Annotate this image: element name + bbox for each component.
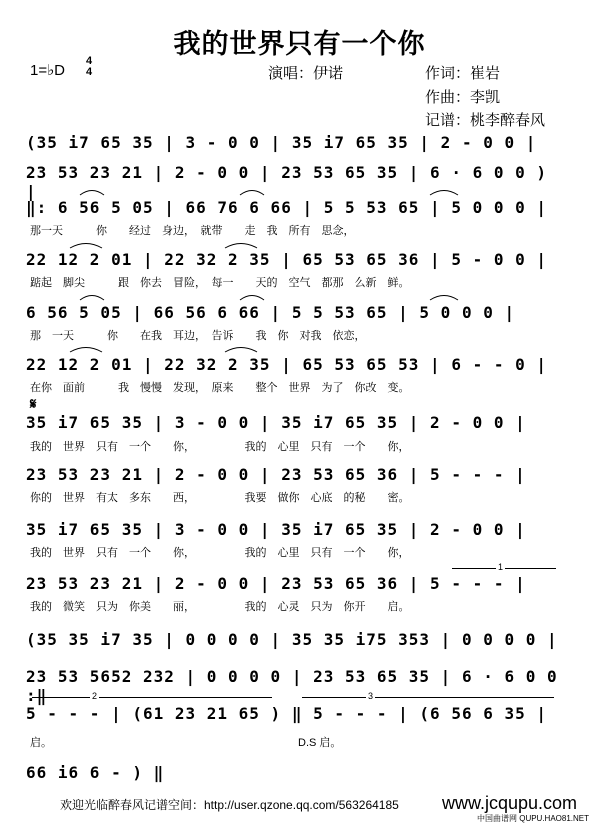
lyric-line-1: 那一天 你 经过 身边， 就带 走 我 所有 思念， xyxy=(30,225,355,237)
notation-line-5: 6 56 5 05 | 66 56 6 66 | 5 5 53 65 | 5 0 0 0 | xyxy=(26,303,516,322)
notation-line-12: 23 53 5652 232 | 0 0 0 0 | 23 53 65 35 | 6 · 6 0 0 :‖ xyxy=(26,667,558,705)
lyric-line-6: 你的 世界 有太 多东 西， 我要 做你 心底 的秘 密。 xyxy=(30,492,410,504)
lyric-line-5: 我的 世界 只有 一个 你， 我的 心里 只有 一个 你， xyxy=(30,441,410,453)
page-title: 我的世界只有一个你 xyxy=(173,29,426,59)
lyric-line-2: 踮起 脚尖 跟 你去 冒险， 每一 天的 空气 都那 么新 鲜。 xyxy=(30,277,410,289)
lyric-line-10: D.S 启。 xyxy=(298,737,342,749)
slur-arc xyxy=(430,191,458,196)
volta-label-2: 2 xyxy=(92,691,98,701)
transcriber-credit: 记谱：桃李醉春风 xyxy=(425,112,546,129)
time-signature-bottom: 4 xyxy=(86,66,93,78)
notation-line-8: 23 53 23 21 | 2 - 0 0 | 23 53 65 36 | 5 - - - | xyxy=(26,465,526,484)
slur-arc xyxy=(225,244,257,249)
time-signature-top: 4 xyxy=(86,55,93,67)
notation-line-4: 22 12 2 01 | 22 32 2 35 | 65 53 65 36 | 5 - 0 0 | xyxy=(26,250,548,269)
volta-label-3: 3 xyxy=(368,691,374,701)
notation-line-2: 23 53 23 21 | 2 - 0 0 | 23 53 65 35 | 6 · 6 0 0 ) | xyxy=(26,163,548,201)
slur-arc xyxy=(240,191,264,196)
slur-arc xyxy=(70,244,102,249)
slur-arc xyxy=(225,348,257,353)
notation-line-3: ‖: 6 56 5 05 | 66 76 6 66 | 5 5 53 65 | 5 0 0 0 | xyxy=(26,198,548,217)
key-signature: 1=♭D xyxy=(30,62,66,79)
composer-credit: 作曲：李凯 xyxy=(425,89,501,106)
notation-line-1: (35 i7 65 35 | 3 - 0 0 | 35 i7 65 35 | 2 - 0 0 | xyxy=(26,133,537,152)
lyric-line-9: 启。 xyxy=(30,737,52,749)
notation-line-7: 35 i7 65 35 | 3 - 0 0 | 35 i7 65 35 | 2 - 0 0 | xyxy=(26,413,526,432)
footer-text: 欢迎光临醉春风记谱空间：http://user.qzone.qq.com/563264185 xyxy=(60,798,399,812)
site-watermark: www.jcqupu.com xyxy=(442,793,578,813)
notation-line-10: 23 53 23 21 | 2 - 0 0 | 23 53 65 36 | 5 - - - | xyxy=(26,574,526,593)
lyric-line-7: 我的 世界 只有 一个 你， 我的 心里 只有 一个 你， xyxy=(30,547,410,559)
slur-arc xyxy=(70,348,102,353)
notation-line-6: 22 12 2 01 | 22 32 2 35 | 65 53 65 53 | 6 - - 0 | xyxy=(26,355,548,374)
lyric-line-8: 我的 微笑 只为 你美 丽， 我的 心灵 只为 你开 启。 xyxy=(30,601,410,613)
notation-line-9: 35 i7 65 35 | 3 - 0 0 | 35 i7 65 35 | 2 - 0 0 | xyxy=(26,520,526,539)
slur-arc xyxy=(80,296,104,301)
notation-line-11: (35 35 i7 35 | 0 0 0 0 | 35 35 i75 353 | 0 0 0 0 | xyxy=(26,630,558,649)
segno-sign: 𝄋 xyxy=(30,396,37,413)
lyric-line-4: 在你 面前 我 慢慢 发现， 原来 整个 世界 为了 你改 变。 xyxy=(30,382,410,394)
singer-credit: 演唱：伊诺 xyxy=(268,65,344,82)
lyricist-credit: 作词：崔岩 xyxy=(425,65,501,82)
slur-arc xyxy=(80,191,104,196)
volta-label-1: 1 xyxy=(498,562,504,572)
slur-arc xyxy=(430,296,458,301)
lyric-line-3: 那 一天 你 在我 耳边， 告诉 我 你 对我 依恋， xyxy=(30,330,366,342)
site-watermark-sub: 中国曲谱网 QUPU.HAO81.NET xyxy=(477,814,590,823)
notation-line-14: 66 i6 6 - ) ‖ xyxy=(26,763,165,782)
notation-line-13: 5 - - - | (61 23 21 65 ) ‖ 5 - - - | (6 56 6 35 | xyxy=(26,704,548,723)
slur-arc xyxy=(240,296,264,301)
